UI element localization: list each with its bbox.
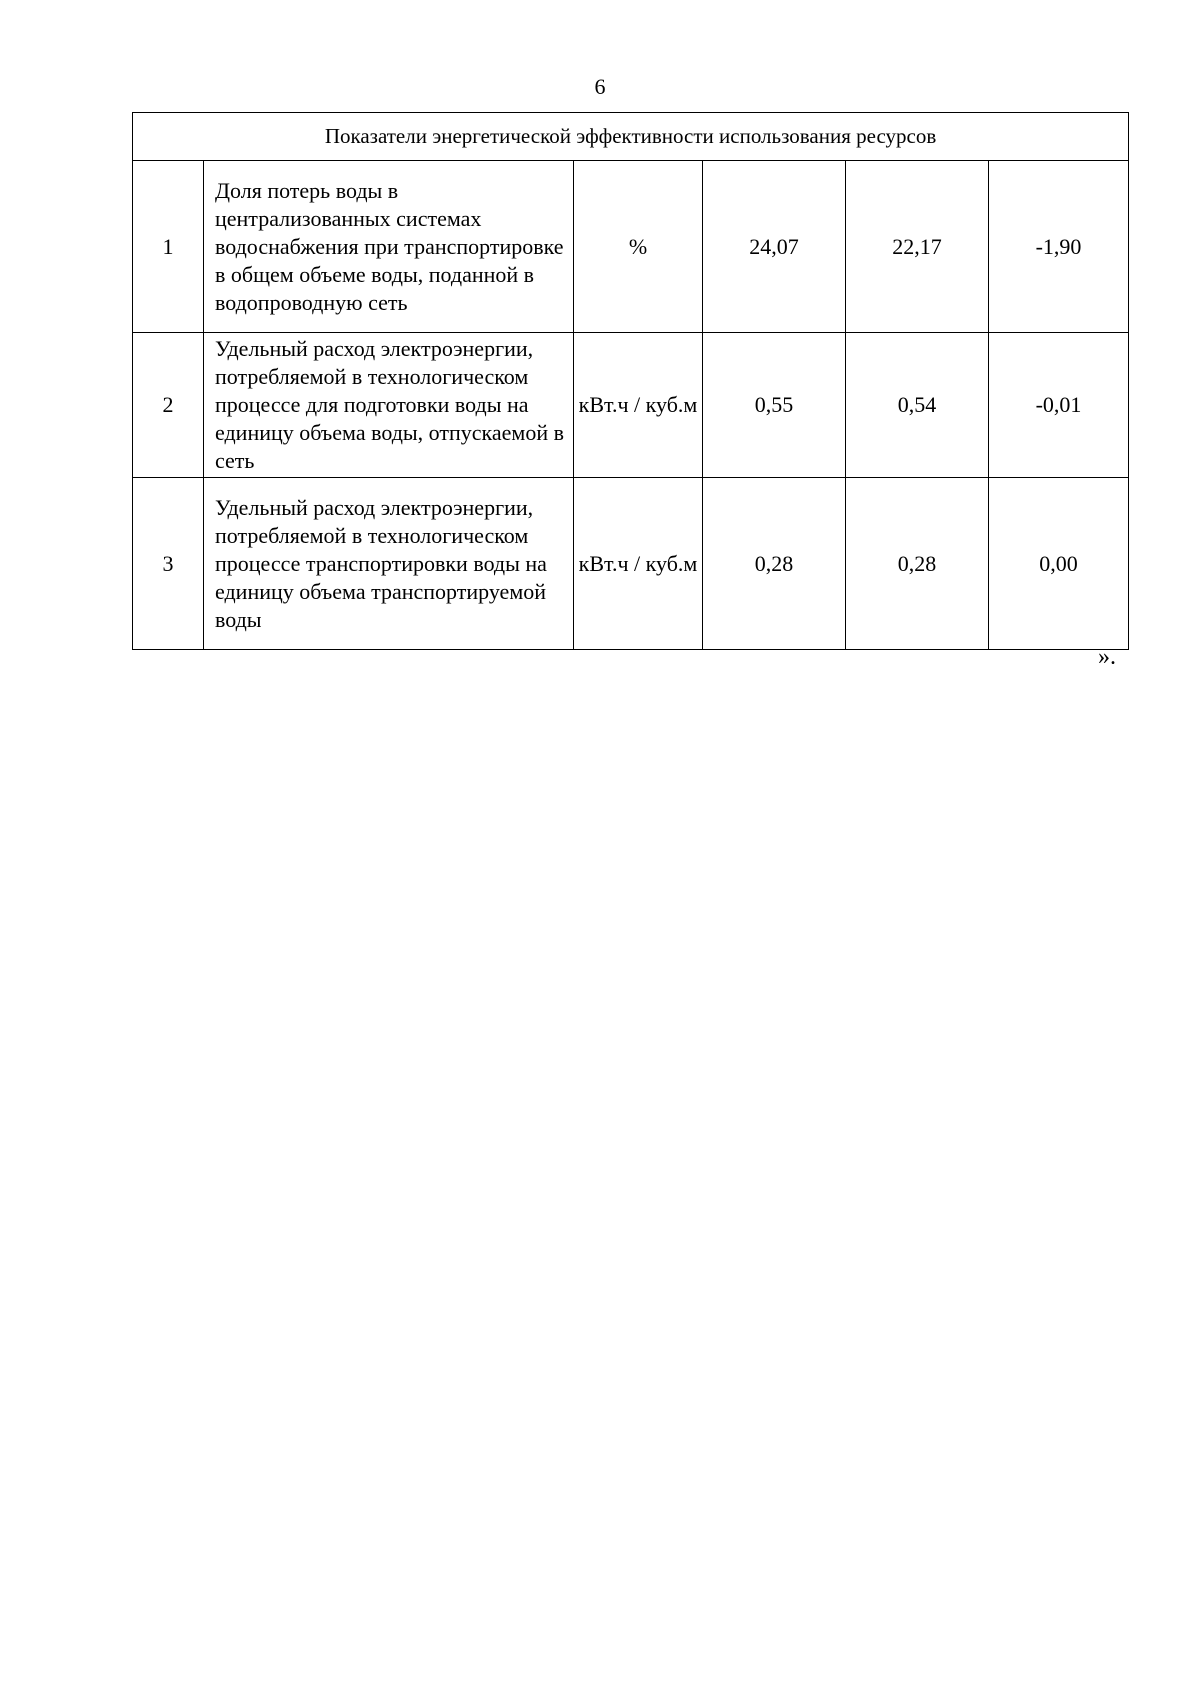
indicator-name: Удельный расход электроэнергии, потребляемой в технологическом процессе для подготовки воды на единицу объема воды, отпускаемой в сеть: [204, 333, 574, 478]
section-header: Показатели энергетической эффективности использования ресурсов: [133, 113, 1129, 161]
delta-cell: -0,01: [989, 333, 1129, 478]
delta-cell: -1,90: [989, 161, 1129, 333]
indicator-name: Доля потерь воды в централизованных системах водоснабжения при транспортировке в общем объеме воды, поданной в водопроводную сеть: [204, 161, 574, 333]
row-number: 2: [133, 333, 204, 478]
section-header-row: [133, 113, 1129, 161]
indicator-name: Удельный расход электроэнергии, потребляемой в технологическом процессе транспортировки воды на единицу объема транспортируемой воды: [204, 478, 574, 650]
value-1-cell: 24,07: [703, 161, 846, 333]
value-2-cell: 0,28: [846, 478, 989, 650]
indicators-table: [132, 112, 1129, 650]
row-number: 3: [133, 478, 204, 650]
value-2-cell: 22,17: [846, 161, 989, 333]
value-2-cell: 0,54: [846, 333, 989, 478]
unit-cell: кВт.ч / куб.м: [574, 333, 703, 478]
value-1-cell: 0,55: [703, 333, 846, 478]
table-row: [133, 333, 1129, 478]
value-1-cell: 0,28: [703, 478, 846, 650]
unit-cell: %: [574, 161, 703, 333]
delta-cell: 0,00: [989, 478, 1129, 650]
unit-cell: кВт.ч / куб.м: [574, 478, 703, 650]
table-row: [133, 478, 1129, 650]
table-row: [133, 161, 1129, 333]
closing-quote-mark: ».: [1098, 644, 1116, 670]
page-number: 6: [594, 74, 606, 99]
row-number: 1: [133, 161, 204, 333]
